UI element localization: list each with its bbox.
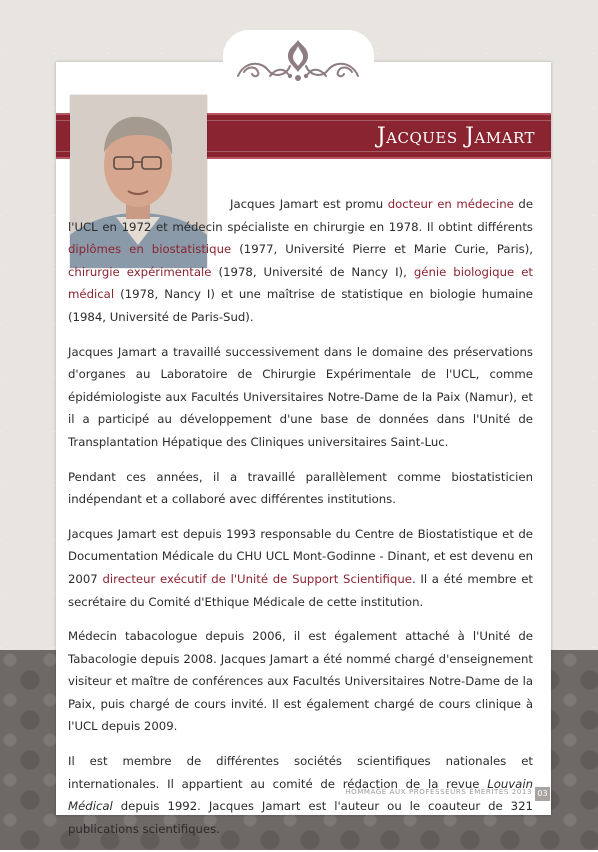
scroll-ornament-icon (230, 36, 366, 84)
bio-text: depuis 1992. Jacques Jamart est l'auteur ou le coauteur de 321 publications scientifiques. (68, 799, 533, 836)
highlight-term: génie biologique et médical (68, 264, 533, 302)
page-number: 03 (535, 787, 550, 801)
bio-text: (1978, Université de Nancy I), (211, 264, 414, 279)
bio-text: (1977, Université Pierre et Marie Curie, Paris), (231, 242, 534, 257)
bio-text: Jacques Jamart est depuis 1993 responsable du Centre de Biostatistique et de Documentation Médicale du CHU UCL Mont-Godinne - Dinant, et est devenu en 2007 (68, 526, 533, 586)
bio-paragraph-2: Jacques Jamart a travaillé successivement dans le domaine des préservations d'organes au Laboratoire de Chirurgie Expérimentale de l'UCL, comme épidémiologiste aux Facultés Universitaires Notre-Dame de la Paix (Namur), et il a participé au développement d'une base de données dans l'Unité de Transplantation Hépatique des Cliniques universitaires Saint-Luc. (68, 344, 533, 449)
bio-text: . Il a été membre et secrétaire du Comité d'Ethique Médicale de cette institution. (68, 571, 533, 609)
bio-text: de l'UCL en 1972 et médecin spécialiste en chirurgie en 1978. Il obtint différents (68, 197, 534, 234)
bio-text: (1978, Nancy I) et une maîtrise de statistique en biologie humaine (1984, Université de Paris-Sud). (68, 287, 533, 324)
highlight-term: diplômes en biostatistique (68, 242, 232, 257)
bio-text: Il est membre de différentes sociétés scientifiques nationales et internationales. Il appartient au comité de rédaction de la revue (68, 754, 533, 791)
highlight-term: chirurgie expérimentale (68, 264, 212, 279)
highlight-term: docteur en médecine (387, 197, 514, 211)
journal-title: Louvain Médical (68, 776, 533, 814)
footer-caption: HOMMAGE AUX PROFESSEURS ÉMÉRITES 2013 (345, 788, 532, 796)
bio-paragraph-3: Pendant ces années, il a travaillé parallèlement comme biostatisticien indépendant et a collaboré avec différentes institutions. (68, 469, 533, 507)
highlight-term: directeur exécutif de l'Unité de Support Scientifique (102, 571, 412, 586)
biography-text (68, 193, 533, 852)
bio-text: Jacques Jamart est promu (230, 197, 388, 211)
bio-paragraph-4 (68, 523, 533, 613)
bio-paragraph-1 (68, 193, 533, 329)
person-name-title: Jacques Jamart (376, 124, 535, 149)
bio-paragraph-5: Médecin tabacologue depuis 2006, il est également attaché à l'Unité de Tabacologie depuis 2008. Jacques Jamart a été nommé chargé d'enseignement visiteur et maître de conférences aux Facultés Universitaires Notre-Dame de la Paix, puis chargé de cours invité. Il est également chargé de cours clinique à l'UCL depuis 2009. (68, 629, 533, 734)
